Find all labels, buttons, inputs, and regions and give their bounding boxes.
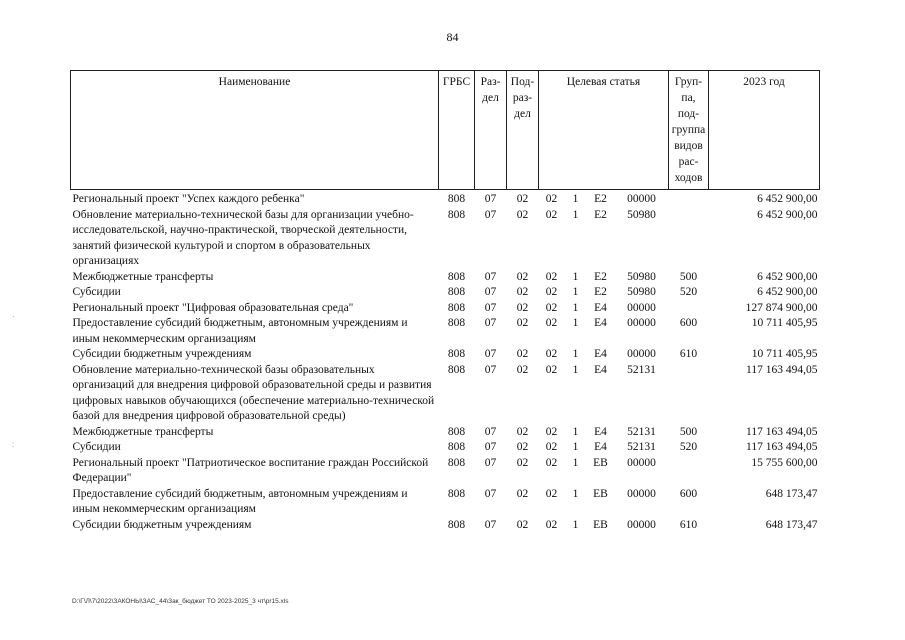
row-target-project: E4 (594, 441, 607, 453)
row-razdel: 07 (484, 286, 497, 298)
row-target-program: 02 (545, 456, 558, 469)
row-razdel: 07 (484, 363, 497, 376)
row-grbs: 808 (447, 317, 466, 329)
row-razdel: 07 (484, 301, 497, 314)
row-podrazdel: 02 (516, 270, 529, 283)
table-row (71, 518, 820, 534)
row-amount-2023: 10 711 405,95 (751, 317, 818, 329)
row-target-project: E4 (594, 301, 607, 314)
row-expense-type (669, 190, 709, 208)
row-target-direction: 00000 (627, 317, 656, 329)
row-expense-type: 600 (679, 317, 698, 329)
row-podrazdel: 02 (516, 348, 529, 360)
row-name: Предоставление субсидий бюджетным, автономным учреждениям и иным некоммерческим организациям (72, 487, 408, 515)
row-expense-type: 520 (679, 441, 698, 453)
row-target-direction: 52131 (627, 425, 656, 438)
row-amount-2023: 127 874 900,00 (745, 301, 818, 314)
table-row (71, 425, 820, 441)
row-razdel: 07 (484, 193, 497, 205)
row-target-program: 02 (545, 270, 558, 283)
row-target-project: EB (593, 518, 608, 531)
row-amount-2023: 6 452 900,00 (757, 286, 818, 298)
row-razdel: 07 (484, 270, 497, 283)
row-name: Региональный проект "Успех каждого ребенка" (72, 193, 305, 205)
row-grbs: 808 (447, 518, 466, 531)
row-target-direction: 00000 (627, 193, 656, 205)
row-podrazdel: 02 (516, 441, 529, 453)
row-target-subprogram: 1 (572, 456, 579, 469)
row-name: Субсидии (72, 286, 121, 298)
row-target-program: 02 (545, 286, 558, 298)
row-podrazdel: 02 (516, 193, 529, 205)
table-row (71, 316, 820, 347)
row-podrazdel: 02 (516, 363, 529, 376)
header-podrazdel: Под- раз- дел (507, 71, 539, 190)
row-expense-type: 610 (679, 518, 698, 531)
row-name: Обновление материально-технической базы для организации учебно-исследовательской, научно-практической, творческой деятельности, занятий физической культурой и спортом в образовательных организациях (72, 208, 414, 267)
row-target-subprogram: 1 (572, 425, 579, 438)
row-expense-type: 600 (679, 487, 698, 500)
row-target-program: 02 (545, 317, 558, 329)
row-target-direction: 00000 (627, 456, 656, 469)
header-razdel: Раз- дел (475, 71, 507, 190)
row-razdel: 07 (484, 518, 497, 531)
table-row (71, 456, 820, 487)
row-name: Субсидии (72, 441, 121, 453)
row-target-direction: 50980 (627, 208, 656, 221)
table-row (71, 487, 820, 518)
row-target-project: E4 (594, 363, 607, 376)
table-row (71, 190, 820, 208)
row-target-program: 02 (545, 193, 558, 205)
row-name: Межбюджетные трансферты (72, 270, 214, 283)
row-target-direction: 50980 (627, 270, 656, 283)
row-expense-type (669, 208, 709, 270)
row-amount-2023: 648 173,47 (765, 518, 818, 531)
margin-mark: · (12, 312, 15, 321)
margin-mark: : (12, 440, 15, 449)
row-target-project: EB (593, 487, 608, 500)
row-target-direction: 00000 (627, 348, 656, 360)
row-target-project: E4 (594, 425, 607, 438)
row-target-subprogram: 1 (572, 193, 579, 205)
row-target-subprogram: 1 (572, 270, 579, 283)
row-expense-type: 500 (679, 270, 698, 283)
row-grbs: 808 (447, 193, 466, 205)
table-row (71, 270, 820, 286)
row-target-program: 02 (545, 487, 558, 500)
row-grbs: 808 (447, 208, 466, 221)
row-target-project: E2 (594, 286, 607, 298)
row-target-project: EB (593, 456, 608, 469)
row-razdel: 07 (484, 456, 497, 469)
row-target-program: 02 (545, 425, 558, 438)
row-expense-type: 500 (679, 425, 698, 438)
table-row (71, 208, 820, 270)
row-podrazdel: 02 (516, 456, 529, 469)
row-amount-2023: 6 452 900,00 (757, 208, 818, 221)
row-expense-type (669, 301, 709, 317)
row-grbs: 808 (447, 425, 466, 438)
table-row (71, 301, 820, 317)
budget-table (70, 70, 820, 533)
table-row (71, 440, 820, 456)
row-podrazdel: 02 (516, 425, 529, 438)
row-expense-type: 520 (679, 286, 698, 298)
row-podrazdel: 02 (516, 317, 529, 329)
row-name: Субсидии бюджетным учреждениям (72, 348, 252, 360)
page-number: 84 (446, 30, 459, 44)
row-target-direction: 52131 (627, 363, 656, 376)
file-path-footer: D:\Г\Л\7\2022\ЗАКОНЫ\ЗАС_44\Зак_бюджет ТО 2023-2025_3 чт\pr15.xls (72, 598, 289, 605)
header-year-2023: 2023 год (709, 71, 820, 190)
table-body (71, 190, 820, 534)
row-amount-2023: 117 163 494,05 (746, 441, 818, 453)
row-grbs: 808 (447, 301, 466, 314)
row-amount-2023: 648 173,47 (765, 487, 818, 500)
row-target-subprogram: 1 (572, 301, 579, 314)
row-razdel: 07 (484, 317, 497, 329)
row-podrazdel: 02 (516, 487, 529, 500)
row-target-subprogram: 1 (572, 518, 579, 531)
row-target-program: 02 (545, 363, 558, 376)
header-expense-type: Груп- па, под- группа видов рас- ходов (669, 71, 709, 190)
header-target-article: Целевая статья (539, 71, 669, 190)
row-razdel: 07 (484, 348, 497, 360)
row-target-subprogram: 1 (572, 286, 579, 298)
row-target-program: 02 (545, 518, 558, 531)
row-grbs: 808 (447, 286, 466, 298)
row-target-project: E4 (594, 317, 607, 329)
row-name: Региональный проект "Патриотическое воспитание граждан Российской Федерации" (72, 456, 429, 484)
row-target-project: E2 (594, 193, 607, 205)
row-target-program: 02 (545, 301, 558, 314)
table-row (71, 347, 820, 363)
row-amount-2023: 6 452 900,00 (757, 193, 818, 205)
row-grbs: 808 (447, 487, 466, 500)
row-podrazdel: 02 (516, 301, 529, 314)
row-target-direction: 00000 (627, 487, 656, 500)
table-row (71, 363, 820, 425)
row-expense-type (669, 456, 709, 487)
row-expense-type: 610 (679, 348, 698, 360)
row-podrazdel: 02 (516, 208, 529, 221)
row-amount-2023: 15 755 600,00 (751, 456, 818, 469)
row-name: Субсидии бюджетным учреждениям (72, 518, 252, 531)
row-target-subprogram: 1 (572, 348, 579, 360)
row-target-subprogram: 1 (572, 441, 579, 453)
row-target-program: 02 (545, 208, 558, 221)
row-target-direction: 52131 (627, 441, 656, 453)
row-name: Региональный проект "Цифровая образовательная среда" (72, 301, 354, 314)
row-expense-type (669, 363, 709, 425)
row-name: Предоставление субсидий бюджетным, автономным учреждениям и иным некоммерческим организациям (72, 317, 408, 345)
row-target-direction: 00000 (627, 301, 656, 314)
header-name: Наименование (71, 71, 439, 190)
row-podrazdel: 02 (516, 518, 529, 531)
row-razdel: 07 (484, 441, 497, 453)
row-amount-2023: 117 163 494,05 (746, 425, 818, 438)
row-target-project: E4 (594, 348, 607, 360)
row-grbs: 808 (447, 456, 466, 469)
row-grbs: 808 (447, 363, 466, 376)
row-target-project: E2 (594, 270, 607, 283)
row-name: Межбюджетные трансферты (72, 425, 214, 438)
row-razdel: 07 (484, 487, 497, 500)
row-grbs: 808 (447, 441, 466, 453)
row-amount-2023: 6 452 900,00 (757, 270, 818, 283)
table-header-row (71, 71, 820, 190)
row-podrazdel: 02 (516, 286, 529, 298)
row-amount-2023: 117 163 494,05 (746, 363, 818, 376)
row-target-subprogram: 1 (572, 317, 579, 329)
table-row (71, 285, 820, 301)
row-grbs: 808 (447, 270, 466, 283)
row-razdel: 07 (484, 425, 497, 438)
row-grbs: 808 (447, 348, 466, 360)
row-name: Обновление материально-технической базы образовательных организаций для внедрения цифровой образовательной среды и развития цифровых навыков обучающихся (обеспечение материально-технической базой для внедрения цифровой образовательной среды) (72, 363, 435, 422)
row-target-direction: 00000 (627, 518, 656, 531)
row-target-program: 02 (545, 441, 558, 453)
row-razdel: 07 (484, 208, 497, 221)
row-target-program: 02 (545, 348, 558, 360)
row-target-direction: 50980 (627, 286, 656, 298)
row-target-subprogram: 1 (572, 487, 579, 500)
row-target-project: E2 (594, 208, 607, 221)
header-grbs: ГРБС (439, 71, 475, 190)
row-target-subprogram: 1 (572, 208, 579, 221)
row-target-subprogram: 1 (572, 363, 579, 376)
row-amount-2023: 10 711 405,95 (751, 348, 818, 360)
